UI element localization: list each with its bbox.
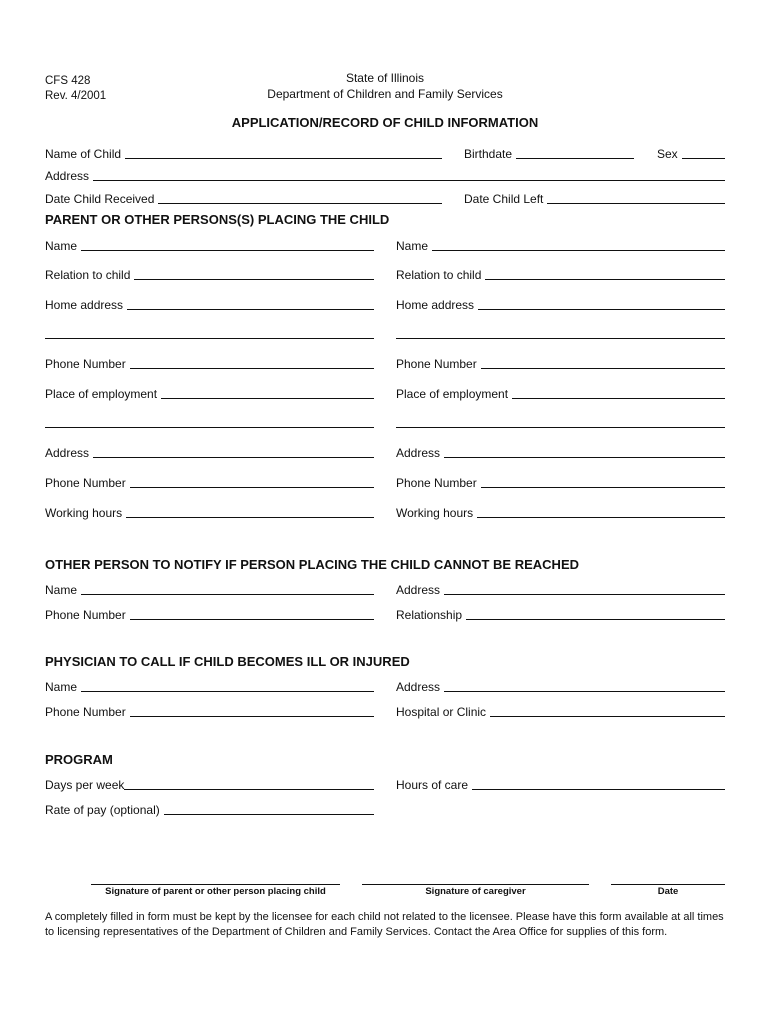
parent1-relation-label: Relation to child <box>45 268 131 282</box>
parent2-name-label: Name <box>396 239 429 253</box>
notify-section-heading: OTHER PERSON TO NOTIFY IF PERSON PLACING THE CHILD CANNOT BE REACHED <box>45 557 579 572</box>
parent2-work-phone-label: Phone Number <box>396 476 477 490</box>
notify-name-field[interactable] <box>45 581 374 597</box>
parent2-home-address-label: Home address <box>396 298 475 312</box>
parent2-employment-line2[interactable] <box>396 427 725 428</box>
notify-phone-field[interactable] <box>45 606 374 622</box>
date-received-label: Date Child Received <box>45 192 155 206</box>
physician-section-heading: PHYSICIAN TO CALL IF CHILD BECOMES ILL OR INJURED <box>45 654 410 669</box>
parent-signature-caption: Signature of parent or other person placing child <box>105 886 326 897</box>
sex-label: Sex <box>657 147 678 161</box>
parent2-hours-field[interactable] <box>396 504 725 520</box>
parent2-hours-label: Working hours <box>396 506 474 520</box>
parent2-work-address-label: Address <box>396 446 441 460</box>
parent1-home-address-line2[interactable] <box>45 338 374 339</box>
notify-name-label: Name <box>45 583 78 597</box>
birthdate-field[interactable] <box>464 145 634 161</box>
caregiver-signature-caption: Signature of caregiver <box>425 886 526 897</box>
agency-block <box>0 70 770 102</box>
date-received-field[interactable] <box>45 190 442 206</box>
parent-signature-line[interactable] <box>91 884 340 885</box>
parent2-home-address-line2[interactable] <box>396 338 725 339</box>
parent1-employment-line2[interactable] <box>45 427 374 428</box>
parent1-work-phone-label: Phone Number <box>45 476 126 490</box>
parent1-hours-field[interactable] <box>45 504 374 520</box>
rate-of-pay-field[interactable] <box>45 801 374 817</box>
parent1-name-field[interactable] <box>45 237 374 253</box>
parent1-name-label: Name <box>45 239 78 253</box>
footer-note: A completely filled in form must be kept by the licensee for each child not related to the licensee. Please have this form available at all times to licensing representatives of the Department of Children and Family Services. Contact the Area Office for supplies of this form. <box>45 911 724 938</box>
parent1-relation-field[interactable] <box>45 266 374 282</box>
notify-relationship-field[interactable] <box>396 606 725 622</box>
notify-relationship-label: Relationship <box>396 608 463 622</box>
notify-address-field[interactable] <box>396 581 725 597</box>
parent2-work-address-field[interactable] <box>396 444 725 460</box>
physician-phone-label: Phone Number <box>45 705 126 719</box>
notify-address-label: Address <box>396 583 441 597</box>
date-signature-line[interactable] <box>611 884 725 885</box>
parent-section-heading: PARENT OR OTHER PERSONS(S) PLACING THE CHILD <box>45 212 390 227</box>
caregiver-signature-line[interactable] <box>362 884 589 885</box>
hospital-field[interactable] <box>396 703 725 719</box>
parent1-employment-field[interactable] <box>45 385 374 401</box>
parent1-work-phone-field[interactable] <box>45 474 374 490</box>
parent2-name-field[interactable] <box>396 237 725 253</box>
department-name: Department of Children and Family Services <box>267 87 503 101</box>
hours-of-care-label: Hours of care <box>396 778 469 792</box>
parent2-relation-label: Relation to child <box>396 268 482 282</box>
hospital-label: Hospital or Clinic <box>396 705 487 719</box>
child-name-field[interactable] <box>45 145 442 161</box>
parent1-home-address-label: Home address <box>45 298 124 312</box>
child-address-field[interactable] <box>45 167 725 183</box>
physician-name-label: Name <box>45 680 78 694</box>
rate-of-pay-label: Rate of pay (optional) <box>45 803 160 817</box>
state-name: State of Illinois <box>345 71 425 85</box>
parent1-work-address-field[interactable] <box>45 444 374 460</box>
sex-field[interactable] <box>657 145 725 161</box>
parent2-phone-field[interactable] <box>396 355 725 371</box>
form-title: APPLICATION/RECORD OF CHILD INFORMATION <box>231 115 539 130</box>
parent1-home-address-field[interactable] <box>45 296 374 312</box>
parent2-relation-field[interactable] <box>396 266 725 282</box>
parent2-work-phone-field[interactable] <box>396 474 725 490</box>
physician-address-field[interactable] <box>396 678 725 694</box>
parent1-hours-label: Working hours <box>45 506 123 520</box>
child-name-label: Name of Child <box>45 147 122 161</box>
days-per-week-label: Days per week <box>45 778 125 792</box>
child-address-label: Address <box>45 169 90 183</box>
date-left-label: Date Child Left <box>464 192 544 206</box>
form-number: CFS 428 <box>45 75 91 87</box>
physician-name-field[interactable] <box>45 678 374 694</box>
parent1-phone-field[interactable] <box>45 355 374 371</box>
parent1-work-address-label: Address <box>45 446 90 460</box>
parent2-home-address-field[interactable] <box>396 296 725 312</box>
parent1-employment-label: Place of employment <box>45 387 158 401</box>
parent2-phone-label: Phone Number <box>396 357 477 371</box>
date-left-field[interactable] <box>464 190 725 206</box>
physician-phone-field[interactable] <box>45 703 374 719</box>
date-signature-caption: Date <box>657 886 679 897</box>
hours-of-care-field[interactable] <box>396 776 725 792</box>
program-section-heading: PROGRAM <box>45 752 113 767</box>
parent2-employment-label: Place of employment <box>396 387 509 401</box>
physician-address-label: Address <box>396 680 441 694</box>
form-revision: Rev. 4/2001 <box>45 90 107 102</box>
parent1-phone-label: Phone Number <box>45 357 126 371</box>
notify-phone-label: Phone Number <box>45 608 126 622</box>
birthdate-label: Birthdate <box>464 147 513 161</box>
days-per-week-field[interactable] <box>45 776 374 792</box>
parent2-employment-field[interactable] <box>396 385 725 401</box>
